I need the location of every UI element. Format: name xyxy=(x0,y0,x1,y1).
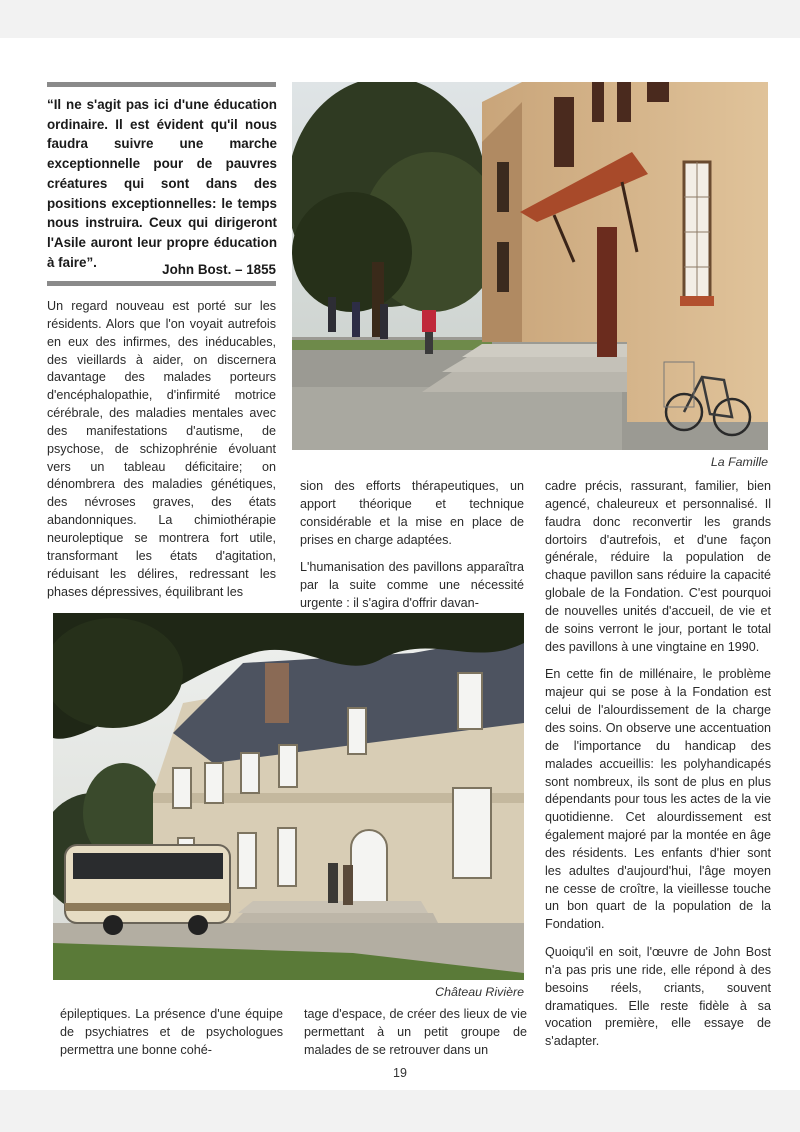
column2-paragraph-1: sion des efforts thérapeutiques, un apport théorique et technique considérable et la mise en place de prises en charge adaptées. xyxy=(300,479,524,547)
column1-bottom-text xyxy=(60,1006,283,1060)
column2-text xyxy=(300,478,524,613)
chateau-riviere-illustration xyxy=(53,613,524,980)
column3-text xyxy=(545,478,771,1051)
chateau-riviere-photo xyxy=(53,613,524,980)
column1-paragraph: Un regard nouveau est porté sur les résidents. Alors que l'on voyait autrefois en eux des infirmes, des inéducables, des vieillards à aider, on discernera davantage des malades porteurs d'encéphalopathie, d'infirmité motrice cérébrale, des maladies mentales avec des manifestations d'autisme, de psychose, de schizophrénie évoluant vers un tableau déficitaire; on dénombrera des maladies génétiques, des névroses graves, des états abandonniques. La chimiothérapie neuroleptique se montrera fort utile, transformant les états d'agitation, réduisant les délires, redressant les phases dépressives, équilibrant les xyxy=(47,299,276,599)
column3-paragraph-2: En cette fin de millénaire, le problème majeur qui se pose à la Fondation est celui de l'alourdissement de la charge des soins. On observe une accentuation de l'importance du handicap des malades accueillis: les polyhandicapés sont nombreux, ils sont de plus en plus dépendants pour tous les actes de la vie quotidienne. Cet alourdissement est également majoré par la montée en âge des résidents. Les enfants d'hier sont les adultes d'aujourd'hui, l'âge moyen ne cesse de croître, la vieillesse touche un bon quart de la population de la Fondation. xyxy=(545,667,771,932)
quote-top-rule xyxy=(47,82,276,87)
la-famille-illustration xyxy=(292,82,768,450)
column2-bottom-text xyxy=(304,1006,527,1060)
column3-paragraph-1: cadre précis, rassurant, familier, bien agencé, chaleureux et personnalisé. Il faudra donc reconvertir les grands dortoirs d'autrefois, et d'une façon générale, réduire la population de chaque pavillon sans réduire la capacité globale de la Fondation. C'est pourquoi de nouvelles unités d'accueil, de vie et de soins verront le jour, portant le total des pavillons à une vingtaine en 1990. xyxy=(545,479,771,654)
column3-paragraph-3: Quoiqu'il en soit, l'œuvre de John Bost n'a pas pris une ride, elle répond à des besoins réels, criants, souvent dramatiques. Elle reste fidèle à sa vocation première, elle essaye de s'adapter. xyxy=(545,945,771,1049)
quote-text: “Il ne s'agit pas ici d'une éducation ordinaire. Il est évident qu'il nous faudra suivre une marche exceptionnelle pour de pauvres créatures qui sont dans des positions exceptionnelles: le temps nous instruira. Ceux qui dirigeront l'Asile auront leur propre éducation à faire”. xyxy=(47,97,277,270)
column1-text xyxy=(47,298,276,601)
quote-author: John Bost. – 1855 xyxy=(162,262,276,277)
column2-bottom-paragraph: tage d'espace, de créer des lieux de vie permettant à un petit groupe de malades de se retrouver dans un xyxy=(304,1007,527,1057)
column1-bottom-paragraph: épileptiques. La présence d'une équipe de psychiatres et de psychologues permettra une bonne cohé- xyxy=(60,1007,283,1057)
la-famille-photo xyxy=(292,82,768,450)
quote-bottom-rule xyxy=(47,281,276,286)
column2-paragraph-2: L'humanisation des pavillons apparaîtra par la suite comme une nécessité urgente : il s'agira d'offrir davan- xyxy=(300,560,524,611)
page-number: 19 xyxy=(393,1066,407,1080)
la-famille-caption: La Famille xyxy=(710,455,768,469)
chateau-riviere-caption: Château Rivière xyxy=(435,985,524,999)
